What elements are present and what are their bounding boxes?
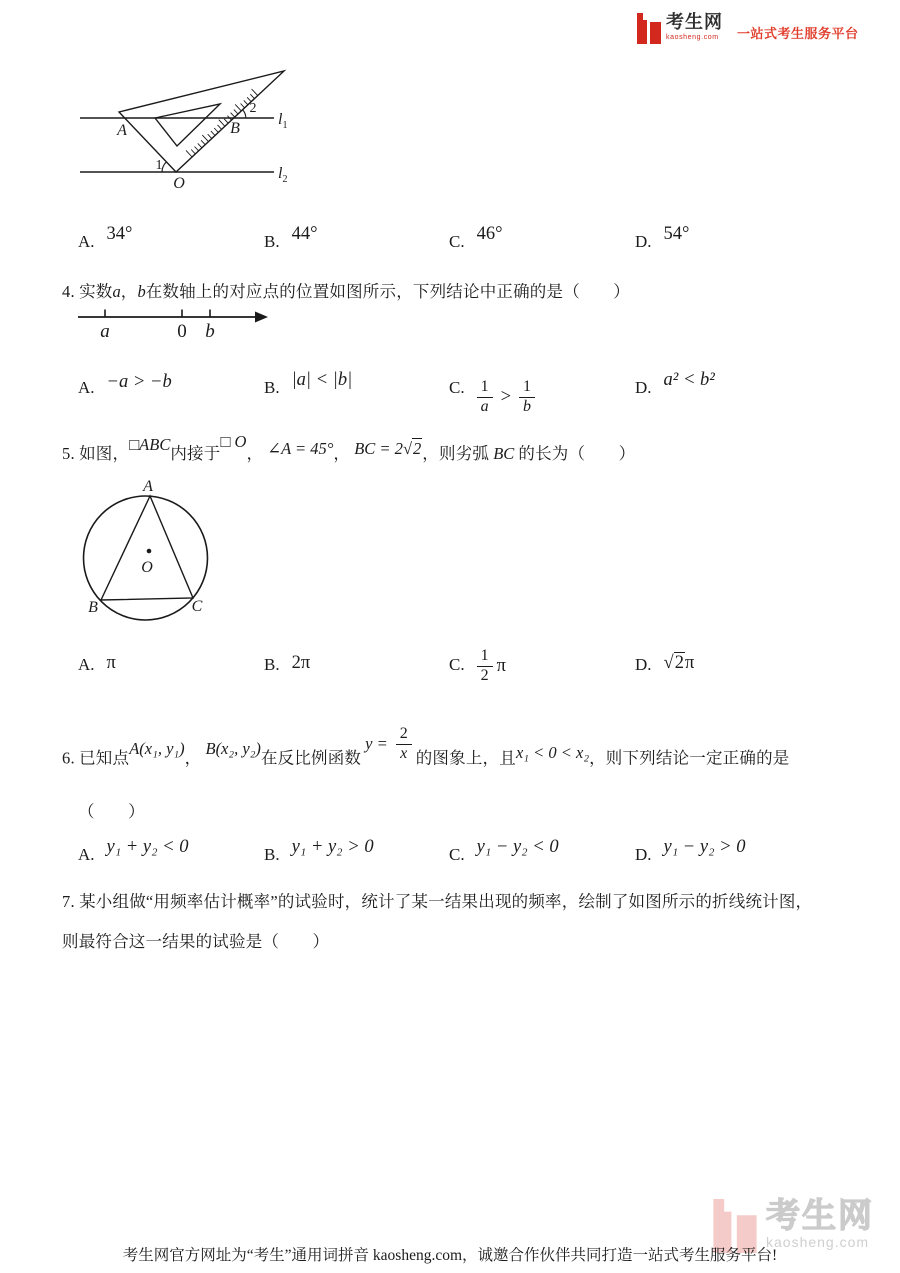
option-letter: A. (78, 845, 95, 864)
q4-text-end: 在数轴上的对应点的位置如图所示，下列结论中正确的是（ ） (145, 282, 631, 301)
label-B: B (88, 599, 98, 616)
pi: π (496, 655, 506, 676)
q5-bc-eq: BC = 2 (354, 439, 403, 458)
q6-text-line1 (62, 725, 790, 777)
option-letter: D. (635, 232, 652, 251)
option-letter: C. (449, 232, 465, 251)
label-B: B (230, 120, 240, 137)
q6-ineq: x₁ < 0 < x₂ (515, 743, 590, 763)
label-angle2: 2 (249, 101, 257, 116)
triangle-ABC (101, 496, 193, 600)
q5-text (62, 432, 636, 464)
option-value: 34° (106, 224, 133, 244)
option-value: 46° (476, 224, 503, 244)
q4-option-c (449, 378, 535, 418)
q6-text-mid2: 的图象上，且 (415, 748, 516, 768)
angle1-arc (162, 162, 167, 172)
option-value: 44° (291, 224, 318, 244)
option-value: −a > −b (106, 372, 172, 392)
number-line-figure (75, 300, 270, 342)
arrowhead (255, 312, 268, 323)
label-zero: 0 (177, 321, 187, 342)
option-value (664, 653, 695, 674)
option-letter: D. (635, 378, 652, 397)
ruler-ticks (186, 89, 258, 157)
footer-text: 考生网官方网址为“考生”通用词拼音 kaosheng.com，诚邀合作伙伴共同打造一站式考生服务平台! (122, 1247, 778, 1264)
q6-text-mid1: 在反比例函数 (260, 748, 362, 768)
option-letter: A. (78, 232, 95, 251)
q4-option-d (635, 370, 715, 399)
q7-text-line2 (62, 928, 329, 952)
option-letter: D. (635, 655, 652, 674)
comma: ， (422, 444, 439, 463)
fraction: $\frac{2}{x}$ (396, 726, 412, 763)
label-A: A (117, 122, 127, 139)
label-A: A (143, 478, 153, 495)
q7-line2: 则最符合这一结果的试验是（ ） (62, 932, 330, 951)
option-value: y₁ − y₂ > 0 (663, 837, 746, 857)
comma: ， (184, 748, 202, 768)
q3-option-a (78, 224, 133, 253)
comma: ， (246, 444, 264, 463)
label-C: C (191, 598, 203, 615)
brand-name: 考生网 (666, 12, 723, 32)
q3-option-b (264, 224, 318, 253)
fraction: $\frac{1}{a}$ (477, 379, 493, 416)
q3-option-c (449, 224, 503, 253)
q6-func-pre: y = (365, 734, 388, 754)
brand-domain: kaosheng.com (666, 33, 719, 41)
option-value: 54° (663, 224, 690, 244)
q5-option-b (264, 655, 310, 676)
operator: > (500, 386, 512, 407)
label-O: O (141, 559, 153, 576)
q4-option-b (264, 370, 353, 399)
q5-circ: O (234, 432, 247, 451)
option-value: y₁ − y₂ < 0 (476, 837, 559, 857)
radical-sign: √ (663, 653, 674, 673)
option-letter: A. (78, 655, 95, 674)
q6-option-b (264, 837, 374, 866)
brand-tagline: 一站式考生服务平台 (737, 26, 859, 41)
q5-arc-bc: BC (493, 444, 515, 463)
q6-point-a: A(x₁, y₁) (129, 739, 185, 759)
angle2-arc (243, 110, 246, 118)
label-O: O (173, 175, 185, 192)
option-letter: B. (264, 655, 280, 674)
q5-text-end: 的长为（ ） (518, 444, 636, 463)
q4-var-b: b (137, 282, 146, 301)
option-value: a² < b² (663, 370, 715, 390)
center-dot (147, 549, 152, 554)
q4-comma: ， (120, 282, 138, 301)
q5-text-start: 5. 如图， (62, 444, 130, 463)
option-letter: C. (449, 655, 465, 674)
option-letter: B. (264, 378, 280, 397)
q5-option-d (635, 655, 694, 676)
label-l1: $l_1$ (278, 111, 288, 131)
q5-angle: ∠A = 45° (267, 439, 334, 458)
site-logo (637, 13, 859, 44)
q6-option-a (78, 837, 189, 866)
option-letter: C. (449, 845, 465, 864)
radicand: 2 (674, 653, 684, 673)
comma: ， (333, 444, 351, 463)
q6-function (365, 726, 412, 763)
option-value: |a| < |b| (291, 370, 353, 390)
q4-option-a (78, 372, 172, 399)
pi: π (684, 653, 695, 673)
q5-option-a (78, 655, 116, 676)
q6-point-b: B(x₂, y₂) (205, 739, 261, 759)
label-l2: $l_2$ (278, 165, 288, 185)
q3-option-d (635, 224, 690, 253)
inscribed-triangle-figure (72, 478, 222, 628)
kaosheng-logo-icon (637, 13, 661, 44)
option-value: 2π (291, 653, 311, 673)
answer-paren: （ ） (78, 802, 145, 821)
radical-sign: √ (402, 439, 412, 458)
option-letter: C. (449, 378, 465, 397)
q4-var-a: a (112, 282, 121, 301)
option-letter: A. (78, 378, 95, 397)
triangle-placeholder: □ (129, 435, 140, 454)
q6-option-c (449, 837, 559, 866)
label-a: a (100, 321, 110, 342)
circle-O (84, 496, 208, 620)
label-b: b (205, 321, 215, 342)
radicand: 2 (413, 439, 422, 458)
fraction: $\frac{1}{b}$ (519, 379, 535, 416)
option-value: π (106, 653, 116, 673)
option-letter: B. (264, 232, 280, 251)
option-value (477, 379, 535, 416)
option-letter: B. (264, 845, 280, 864)
option-value: y₁ + y₂ < 0 (106, 837, 189, 857)
q4-text-start: 4. 实数 (62, 282, 113, 301)
q6-option-d (635, 837, 746, 866)
watermark-brand: 考生网 (766, 1197, 874, 1235)
q5-text-mid2: 则劣弧 (438, 444, 490, 463)
q6-text-start: 6. 已知点 (62, 748, 130, 768)
circle-placeholder: □ (220, 432, 231, 451)
q5-option-c (449, 647, 506, 695)
watermark-domain: kaosheng.com (766, 1234, 870, 1250)
option-letter: D. (635, 845, 652, 864)
q5-text-mid1: 内接于 (170, 444, 221, 463)
q6-paren-line (78, 798, 145, 822)
q5-tri: ABC (139, 435, 171, 454)
option-value: y₁ + y₂ > 0 (291, 837, 374, 857)
fraction: $\frac{1}{2}$ (477, 648, 493, 685)
q7-text-line1 (62, 888, 812, 912)
q7-line1: 7. 某小组做“用频率估计概率”的试验时，统计了某一结果出现的频率，绘制了如图所示的折线统计图， (62, 892, 813, 911)
label-angle1: 1 (155, 158, 163, 173)
triangle-ruler-figure (62, 52, 382, 200)
q4-text (62, 278, 630, 302)
option-value (477, 648, 506, 685)
q6-text-end: ，则下列结论一定正确的是 (589, 748, 790, 768)
